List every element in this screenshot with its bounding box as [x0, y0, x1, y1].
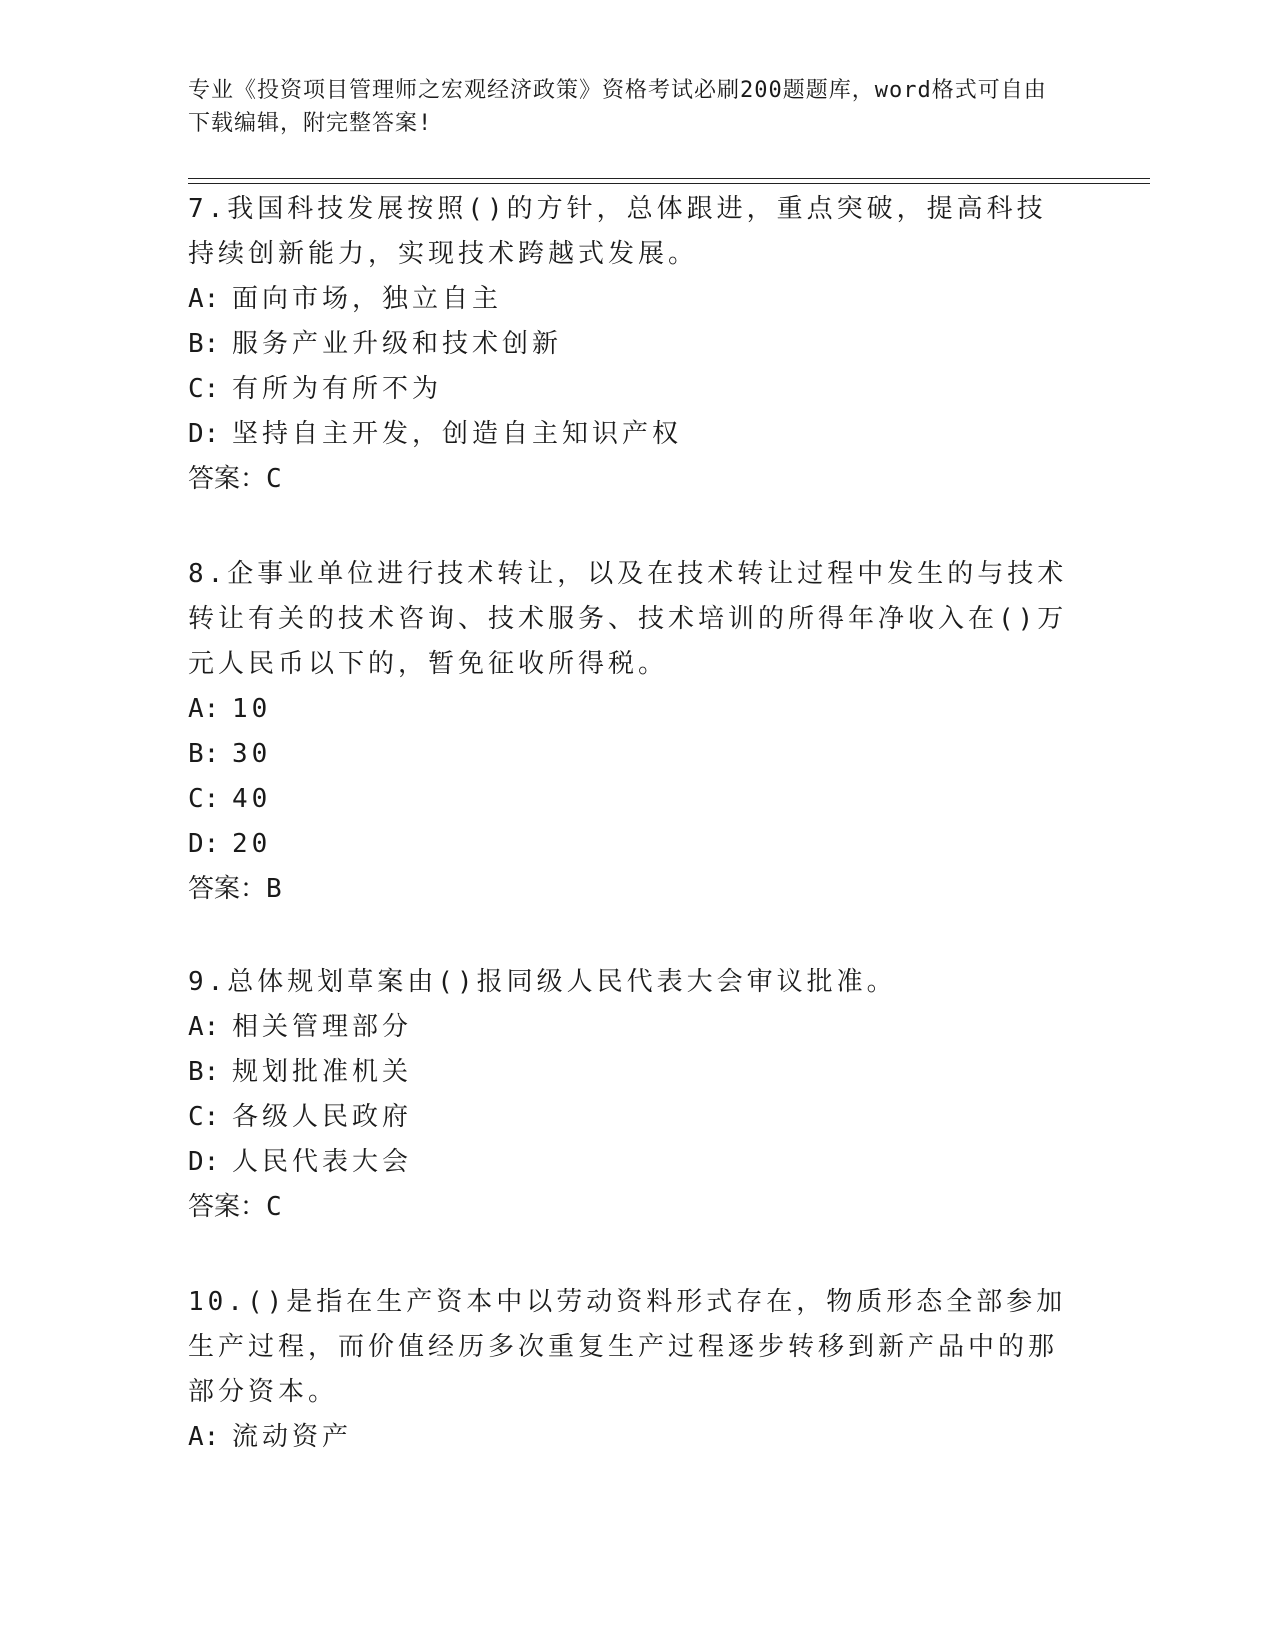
option-d [188, 1140, 1068, 1185]
option-c [188, 1095, 1068, 1140]
option-text: 人民代表大会 [232, 1147, 413, 1177]
question-stem: 7.我国科技发展按照()的方针，总体跟进，重点突破，提高科技持续创新能力，实现技术跨越式发展。 [188, 194, 1047, 269]
question-9 [188, 960, 1068, 1230]
option-text: 坚持自主开发，创造自主知识产权 [232, 419, 683, 449]
option-label: B: [188, 739, 220, 769]
option-label: C: [188, 784, 220, 814]
option-a [188, 277, 1068, 322]
option-label: A: [188, 1422, 220, 1452]
option-d [188, 822, 1068, 867]
document-header: 专业《投资项目管理师之宏观经济政策》资格考试必刷200题题库，word格式可自由下载编辑，附完整答案! [188, 78, 1047, 136]
option-label: D: [188, 419, 220, 449]
option-label: C: [188, 1102, 220, 1132]
answer-label: 答案： [188, 874, 267, 904]
option-label: C: [188, 374, 220, 404]
option-text: 流动资产 [232, 1422, 353, 1452]
option-b [188, 1050, 1068, 1095]
question-7 [188, 187, 1068, 502]
option-text: 10 [232, 694, 272, 724]
option-text: 面向市场，独立自主 [232, 284, 503, 314]
question-10 [188, 1280, 1068, 1460]
option-c [188, 367, 1068, 412]
option-text: 40 [232, 784, 272, 814]
option-a [188, 1005, 1068, 1050]
option-label: B: [188, 1057, 220, 1087]
question-stem: 9.总体规划草案由()报同级人民代表大会审议批准。 [188, 967, 897, 997]
answer-label: 答案： [188, 464, 267, 494]
option-c [188, 777, 1068, 822]
question-stem: 10.()是指在生产资本中以劳动资料形式存在，物质形态全部参加生产过程，而价值经历多次重复生产过程逐步转移到新产品中的那部分资本。 [188, 1287, 1067, 1407]
option-text: 30 [232, 739, 272, 769]
header-divider-bottom [188, 183, 1150, 184]
answer-value: B [266, 874, 282, 904]
question-stem: 8.企事业单位进行技术转让，以及在技术转让过程中发生的与技术转让有关的技术咨询、技术服务、技术培训的所得年净收入在()万元人民币以下的，暂免征收所得税。 [188, 559, 1068, 679]
option-text: 相关管理部分 [232, 1012, 413, 1042]
option-a [188, 1415, 1068, 1460]
answer-line [188, 457, 1068, 502]
option-b [188, 322, 1068, 367]
answer-line [188, 1185, 1068, 1230]
answer-label: 答案： [188, 1192, 267, 1222]
header-divider-top [188, 178, 1150, 179]
option-text: 各级人民政府 [232, 1102, 413, 1132]
option-text: 20 [232, 829, 272, 859]
option-a [188, 687, 1068, 732]
option-b [188, 732, 1068, 777]
option-text: 规划批准机关 [232, 1057, 413, 1087]
option-label: A: [188, 694, 220, 724]
option-label: A: [188, 284, 220, 314]
option-label: D: [188, 829, 220, 859]
option-label: A: [188, 1012, 220, 1042]
answer-value: C [266, 464, 282, 494]
option-text: 服务产业升级和技术创新 [232, 329, 563, 359]
option-text: 有所为有所不为 [232, 374, 443, 404]
option-label: D: [188, 1147, 220, 1177]
answer-line [188, 867, 1068, 912]
question-8 [188, 552, 1068, 912]
option-d [188, 412, 1068, 457]
answer-value: C [266, 1192, 282, 1222]
option-label: B: [188, 329, 220, 359]
